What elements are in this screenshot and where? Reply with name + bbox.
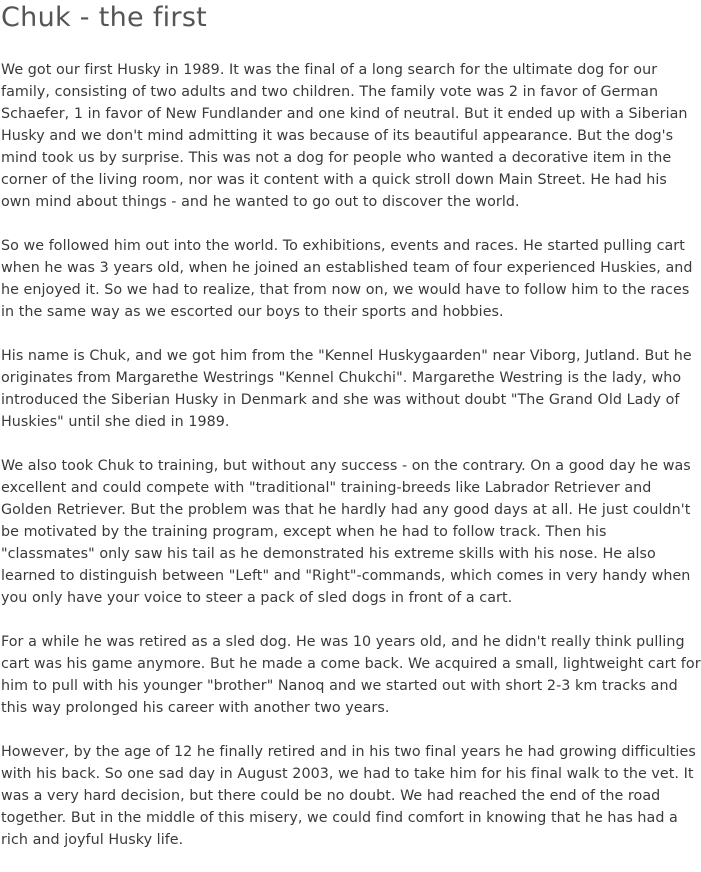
paragraph-2: So we followed him out into the world. To exhibitions, events and races. He started pulling cart when he was 3 years old, when he joined an established team of four experienced Huskies, and he enjoyed it. So we had to realize, that from now on, we would have to follow him to the races in the same way as we escorted our boys to their sports and hobbies. bbox=[1, 238, 693, 320]
paragraph-3: His name is Chuk, and we got him from the "Kennel Huskygaarden" near Viborg, Jutland. But he originates from Margarethe Westrings "Kennel Chukchi". Margarethe Westring is the lady, who introduced the Siberian Husky in Denmark and she was without doubt "The Grand Old Lady of Huskies" until she died in 1989. bbox=[1, 348, 692, 430]
paragraph-5: For a while he was retired as a sled dog. He was 10 years old, and he didn't really think pulling cart was his game anymore. But he made a come back. We acquired a small, lightweight cart for him to pull with his younger "brother" Nanoq and we started out with short 2-3 km tracks and this way prolonged his career with another two years. bbox=[1, 634, 701, 716]
paragraph-4: We also took Chuk to training, but without any success - on the contrary. On a good day he was excellent and could compete with "traditional" training-breeds like Labrador Retriever and Golden Retriever. But the problem was that he hardly had any good days at all. He just couldn't be motivated by the training program, except when he had to follow track. Then his "classmates" only saw his tail as he demonstrated his extreme skills with his nose. He also learned to distinguish between "Left" and "Right"-commands, which comes in very handy when you only have your voice to steer a pack of sled dogs in front of a cart. bbox=[1, 458, 691, 606]
paragraph-6: However, by the age of 12 he finally retired and in his two final years he had growing difficulties with his back. So one sad day in August 2003, we had to take him for his final walk to the vet. It was a very hard decision, but there could be no doubt. We had reached the end of the road together. But in the middle of this misery, we could find comfort in knowing that he has had a rich and joyful Husky life. bbox=[1, 744, 696, 848]
paragraph-1: We got our first Husky in 1989. It was the final of a long search for the ultimate dog for our family, consisting of two adults and two children. The family vote was 2 in favor of German Schaefer, 1 in favor of New Fundlander and one kind of neutral. But it ended up with a Siberian Husky and we don't mind admitting it was because of its beautiful appearance. But the dog's mind took us by surprise. This was not a dog for people who wanted a decorative item in the corner of the living room, nor was it content with a quick stroll down Main Street. He had his own mind about things - and he wanted to go out to discover the world. bbox=[1, 62, 688, 210]
page-title: Chuk - the first bbox=[1, 2, 208, 33]
